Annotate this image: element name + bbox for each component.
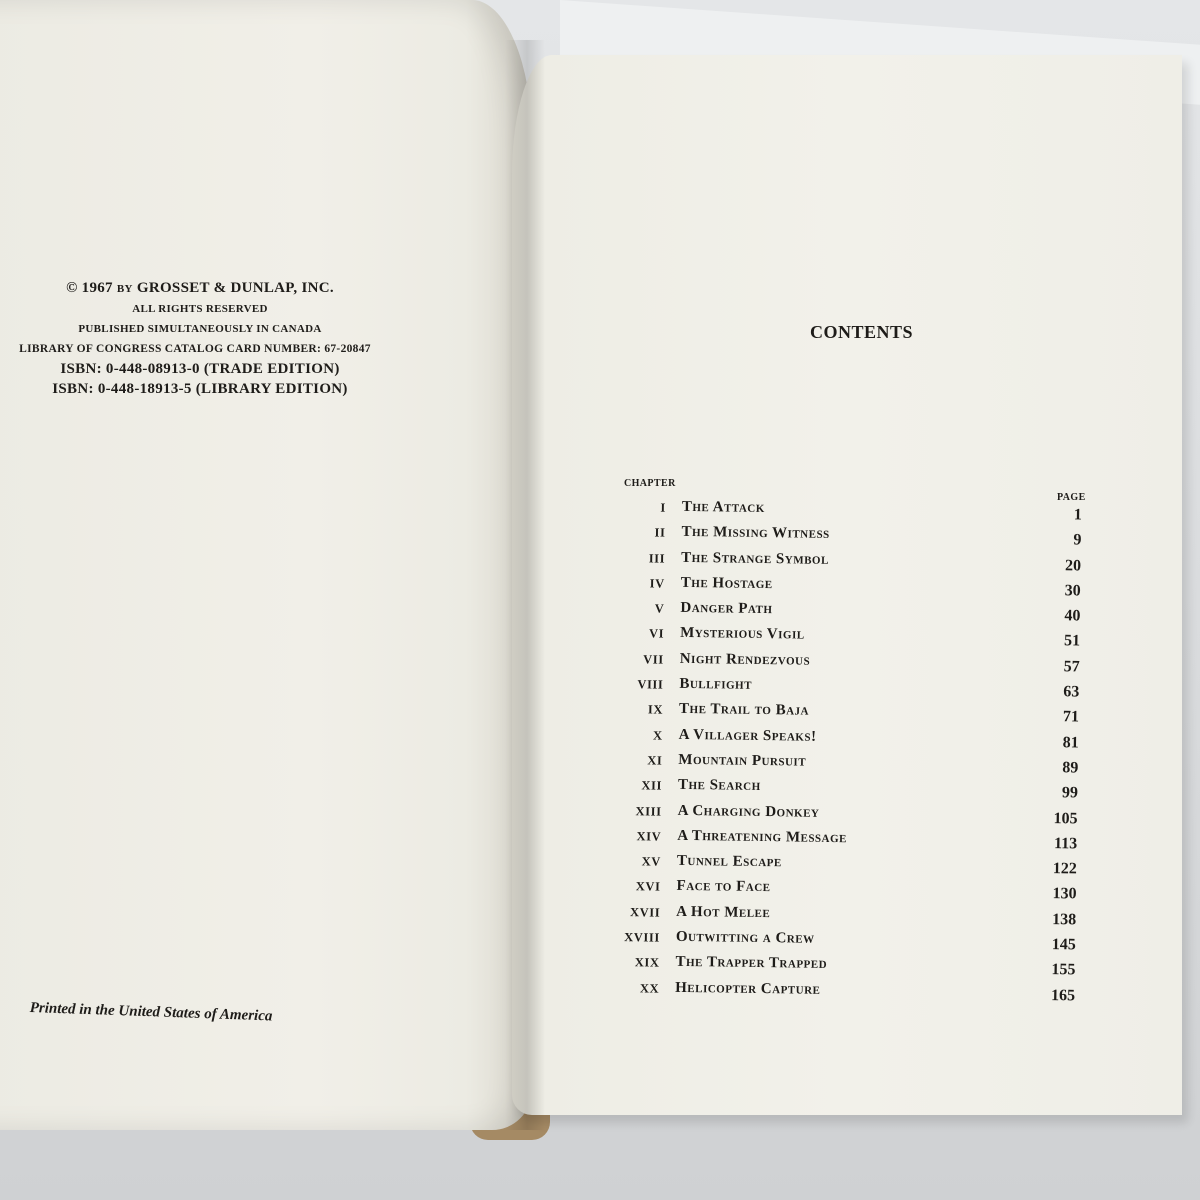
isbn-trade: ISBN: 0-448-08913-0 (TRADE EDITION) (60, 361, 340, 377)
chapter-title: Bullfight (679, 675, 753, 693)
published-canada: PUBLISHED SIMULTANEOUSLY IN CANADA (78, 323, 322, 335)
contents-title: CONTENTS (810, 322, 914, 342)
chapter-number: XX (639, 980, 660, 996)
chapter-page: 99 (1061, 784, 1079, 802)
chapter-title: Danger Path (680, 600, 773, 618)
chapter-title: Night Rendezvous (679, 650, 811, 669)
chapter-page: 71 (1062, 708, 1080, 726)
chapter-number: VI (648, 626, 665, 642)
chapter-number: IX (647, 702, 664, 717)
chapter-page: 40 (1064, 607, 1081, 625)
chapter-number: X (652, 728, 663, 743)
chapter-page: 165 (1050, 986, 1076, 1005)
chapter-number: XVI (635, 879, 661, 895)
chapter-number: XVII (629, 904, 661, 920)
chapter-title: A Villager Speaks! (678, 726, 817, 745)
chapter-title: Helicopter Capture (675, 979, 821, 998)
chapter-title: A Charging Donkey (677, 802, 820, 821)
chapter-title: Face to Face (676, 878, 771, 896)
chapter-title: The Search (677, 777, 761, 795)
chapter-number: III (648, 551, 666, 566)
chapter-number: V (654, 601, 665, 616)
copyright-year: 1967 (81, 280, 113, 296)
chapter-number: XIV (636, 829, 662, 844)
chapter-page: 122 (1052, 860, 1077, 878)
chapter-title: The Trapper Trapped (675, 954, 828, 973)
chapter-page: 51 (1063, 632, 1081, 650)
chapter-page: 57 (1063, 657, 1080, 676)
chapter-title: The Hostage (680, 574, 773, 593)
copyright-symbol: © (66, 280, 78, 296)
chapter-number: I (660, 500, 666, 515)
chapter-page: 105 (1053, 809, 1078, 827)
page-column-header: PAGE (1057, 492, 1086, 503)
isbn-library: ISBN: 0-448-18913-5 (LIBRARY EDITION) (52, 381, 348, 397)
chapter-page: 138 (1052, 910, 1077, 929)
chapter-title: A Hot Melee (676, 903, 771, 921)
chapter-page: 145 (1051, 936, 1076, 954)
chapter-page: 30 (1064, 582, 1081, 600)
chapter-title: Tunnel Escape (676, 852, 782, 871)
chapter-number: XIII (635, 803, 662, 819)
chapter-title: The Missing Witness (681, 524, 830, 543)
chapter-number: VIII (637, 677, 664, 692)
chapter-title: Mountain Pursuit (678, 751, 807, 770)
chapter-title: The Trail to Baja (678, 701, 810, 720)
chapter-page: 89 (1062, 759, 1079, 777)
printed-in-usa: Printed in the United States of America (29, 1000, 273, 1025)
chapter-number: VII (643, 652, 664, 667)
chapter-page: 20 (1064, 556, 1082, 575)
chapter-title: The Strange Symbol (681, 549, 829, 568)
left-page (0, 0, 532, 1130)
chapter-page: 63 (1063, 683, 1080, 701)
chapter-page: 1 (1073, 506, 1082, 524)
chapter-number: XI (647, 753, 663, 768)
chapter-number: XIX (634, 955, 660, 970)
chapter-number: II (654, 525, 666, 540)
chapter-title: The Attack (681, 498, 765, 517)
chapter-page: 9 (1073, 531, 1082, 549)
publisher-name: GROSSET & DUNLAP, INC. (136, 280, 334, 296)
chapter-page: 81 (1062, 733, 1079, 752)
lccn-line: LIBRARY OF CONGRESS CATALOG CARD NUMBER: 67-20847 (19, 343, 371, 355)
chapter-page: 113 (1053, 834, 1078, 853)
chapter-page: 130 (1052, 885, 1077, 903)
chapter-number: XV (641, 854, 662, 869)
copyright-block (20, 278, 380, 399)
chapter-number: IV (649, 576, 665, 591)
table-of-contents (613, 498, 1100, 1011)
chapter-page: 155 (1051, 961, 1076, 979)
copyright-line (20, 278, 380, 299)
rights-reserved: ALL RIGHTS RESERVED (132, 303, 268, 315)
copyright-by: BY (116, 283, 133, 295)
chapter-title: A Threatening Message (677, 827, 848, 847)
chapter-title: Mysterious Vigil (680, 625, 805, 644)
chapter-column-header: CHAPTER (624, 478, 676, 489)
book-gutter-shadow (505, 40, 545, 1130)
chapter-number: XVIII (624, 930, 660, 945)
chapter-number: XII (641, 778, 663, 793)
chapter-title: Outwitting a Crew (675, 928, 815, 947)
